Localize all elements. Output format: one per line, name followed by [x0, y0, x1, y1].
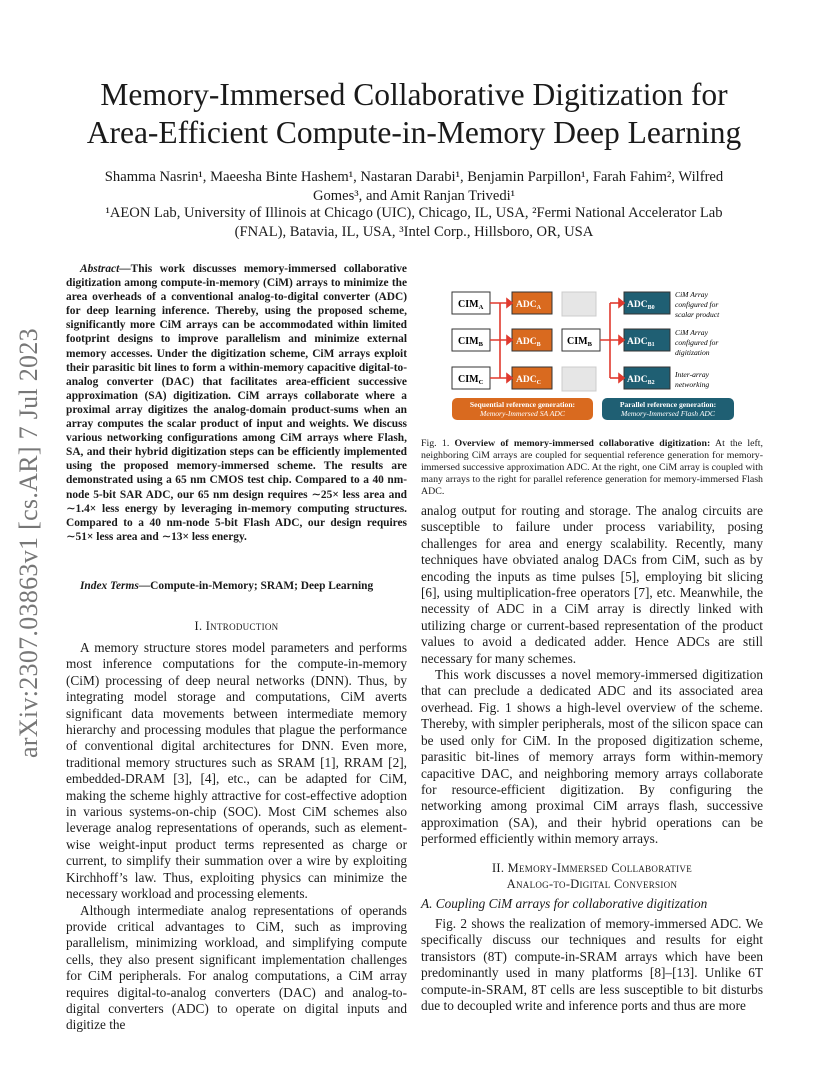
figure-1-caption	[421, 438, 763, 498]
note-digitization: CiM Array configured for digitization	[675, 328, 719, 357]
right-arrows	[600, 299, 624, 382]
index-terms-text: —Compute-in-Memory; SRAM; Deep Learning	[138, 580, 374, 592]
adc-b2-label: $ADC_{B2}$	[627, 375, 655, 386]
subsection-2a-heading: A. Coupling CiM arrays for collaborative digitization	[421, 896, 708, 911]
index-terms-label: Index Terms	[80, 580, 139, 592]
affiliations	[60, 204, 768, 242]
abstract-label: Abstract	[80, 263, 120, 275]
cim-a-label: $CIM_A$	[458, 299, 484, 311]
section-2-title-line2: Analog-to-Digital Conversion	[506, 877, 678, 891]
adc-b1-label: $ADC_{B1}$	[627, 337, 655, 348]
affil-line-1: ¹AEON Lab, University of Illinois at Chicago (UIC), Chicago, IL, USA, ²Fermi National Accelerator Lab	[105, 205, 723, 221]
caption-text: At the left, neighboring CiM arrays are coupled for sequential reference generation for memory-immersed successive approximation ADC. At the right, one CiM array is coupled with many arrays to the right for parallel reference generation for memory-immersed Flash ADC.	[421, 438, 763, 498]
abstract	[66, 262, 407, 544]
sa-label-line1: Sequential reference generation:	[469, 400, 576, 409]
adc-c-label: $ADC_C$	[516, 375, 541, 386]
arxiv-identifier: arXiv:2307.03863v1 [cs.AR] 7 Jul 2023	[14, 328, 43, 758]
note-scalar-product: CiM Array configured for scalar product	[675, 290, 720, 319]
section-1-number: I.	[194, 619, 203, 633]
cim-c-label: $CIM_C$	[458, 374, 484, 386]
title-line-1: Memory-Immersed Collaborative Digitization for	[100, 77, 728, 112]
author-list	[60, 168, 768, 206]
affil-line-2: (FNAL), Batavia, IL, USA, ³Intel Corp., Hillsboro, OR, USA	[234, 224, 594, 240]
section-1-heading	[66, 619, 407, 634]
left-column-body	[66, 640, 407, 1034]
index-terms	[66, 579, 407, 593]
cim-b-label: $CIM_B$	[458, 336, 483, 348]
caption-label: Fig. 1.	[421, 438, 450, 449]
figure-1-diagram	[450, 283, 750, 423]
adc-a-label: $ADC_A$	[516, 300, 541, 311]
left-arrows	[490, 299, 512, 382]
arxiv-stamp	[6, 300, 46, 760]
intro-paragraph-2: Although intermediate analog representations of operands provide critical advantages to CiM, such as improving parallelism, minimizing workload, and simplifying compute cells, they also present significant implementation challenges for CiM peripherals. For analog computations, a CiM array requires digital-to-analog converters (DAC) and analog-to-digital converters (ADC) to operate on digital inputs and digitize the	[66, 902, 407, 1033]
gray-array-bottom	[562, 367, 596, 391]
note-networking: Inter-array networking	[675, 370, 710, 389]
right-paragraph-3: Fig. 2 shows the realization of memory-immersed ADC. We specifically discuss our techniques and results for eight transistors (8T) compute-in-SRAM arrays which have been predominantly used in many platforms [8]–[13]. Unlike 6T compute-in-SRAM, 8T cells are less susceptible to bit disturbs due to decoupled write and inference ports and thus are more	[421, 916, 763, 1014]
abstract-text: —This work discusses memory-immersed collaborative digitization among compute-in-memory (CiM) arrays to minimize the area overheads of a conventional analog-to-digital converter (ADC) for deep learning inference. Thereby, using the proposed scheme, significantly more CiM arrays can be accommodated within limited footprint designs to improve parallelism and minimize external memory accesses. Under the digitization scheme, CiM arrays exploit their parasitic bit lines to form a within-memory capacitive digital-to-analog converter (DAC) that facilitates area-efficient successive approximation (SA) digitization. CiM arrays collaborate where a proximal array digitizes the analog-domain product-sums when an array computes the scalar product of input and weights. We discuss various networking configurations among CiM arrays where Flash, SA, and their hybrid digitization steps can be efficiently implemented using the proposed memory-immersed scheme. The results are demonstrated using a 65 nm CMOS test chip. Compared to a 40 nm-node 5-bit SAR ADC, our 65 nm design requires ∼25× less area and ∼1.4× less energy by leveraging in-memory computing structures. Compared to a 40 nm-node 5-bit Flash ADC, our design requires ∼51× less area and ∼13× less energy.	[66, 263, 407, 543]
flash-label-line1: Parallel reference generation:	[619, 400, 717, 409]
authors-line-2: Gomes³, and Amit Ranjan Trivedi¹	[312, 188, 516, 204]
authors-line-1: Shamma Nasrin¹, Maeesha Binte Hashem¹, Nastaran Darabi¹, Benjamin Parpillon¹, Farah Fahim², Wilfred	[104, 169, 724, 185]
sa-label-line2: Memory-Immersed SA ADC	[480, 409, 565, 418]
right-column-body	[421, 503, 763, 848]
paper-title	[40, 76, 788, 152]
right-paragraph-1: analog output for routing and storage. The analog circuits are susceptible to failure under process variability, posing challenges for area and energy scalability. Recently, many techniques have obviated analog DACs from CiM, such as by encoding the inputs as time pulses [5], employing bit slicing [6], using multiplication-free operators [7], etc. Meanwhile, the necessity of ADC in a CiM array is directly linked with utilizing charge or current-based representation of the product values to avoid a dedicated adder. Hence ADCs are still necessary for many schemes.	[421, 503, 763, 666]
adc-b-label: $ADC_B$	[516, 337, 541, 348]
caption-bold: Overview of memory-immersed collaborative digitization:	[454, 438, 711, 449]
right-column-body-2	[421, 916, 763, 1014]
section-1-title: Introduction	[205, 619, 279, 633]
section-2-heading	[421, 860, 763, 892]
cim-b2-label: $CIM_B$	[567, 336, 592, 348]
adc-b0-label: $ADC_{B0}$	[627, 300, 655, 311]
flash-label-line2: Memory-Immersed Flash ADC	[621, 409, 715, 418]
right-paragraph-2: This work discusses a novel memory-immersed digitization that can preclude a dedicated ADC and its associated area overhead. Fig. 1 shows a high-level overview of the scheme. Thereby, with simpler peripherals, most of the silicon space can be used only for CiM. In the proposed digitization scheme, parasitic bit-lines of memory arrays form within-memory capacitive DAC, and neighboring memory arrays collaborate for resource-efficient digitization. By configuring the networking among proximal CiM arrays flash, successive approximation (SA), and their hybrid operations can be performed efficiently within memory arrays.	[421, 667, 763, 847]
intro-paragraph-1: A memory structure stores model parameters and performs most inference computations for the compute-in-memory (CiM) processing of deep neural networks (DNN). Thus, by integrating model storage and computations, CiM averts significant data movements between intermediate memory hierarchy and processing modules that plague the performance of conventional digital architectures for DNN. Even more, traditional memory structures such as SRAM [1], RRAM [2], embedded-DRAM [3], [4], etc., can be adapted for CiM, making the scheme highly attractive for cost-effective adoption in various systems-on-chip (SOC). Most CiM schemes also leverage analog representations of operands, such as element-wise weight-input product terms represented as charge or current, to simplify their summation over a wire by exploiting Kirchhoff’s law. Thus, exploiting physics can minimize the necessary workload and processing elements.	[66, 640, 407, 902]
title-line-2: Area-Efficient Compute-in-Memory Deep Learning	[86, 115, 742, 150]
section-2-title-line1: II. Memory-Immersed Collaborative	[492, 861, 692, 875]
gray-array-top	[562, 292, 596, 316]
